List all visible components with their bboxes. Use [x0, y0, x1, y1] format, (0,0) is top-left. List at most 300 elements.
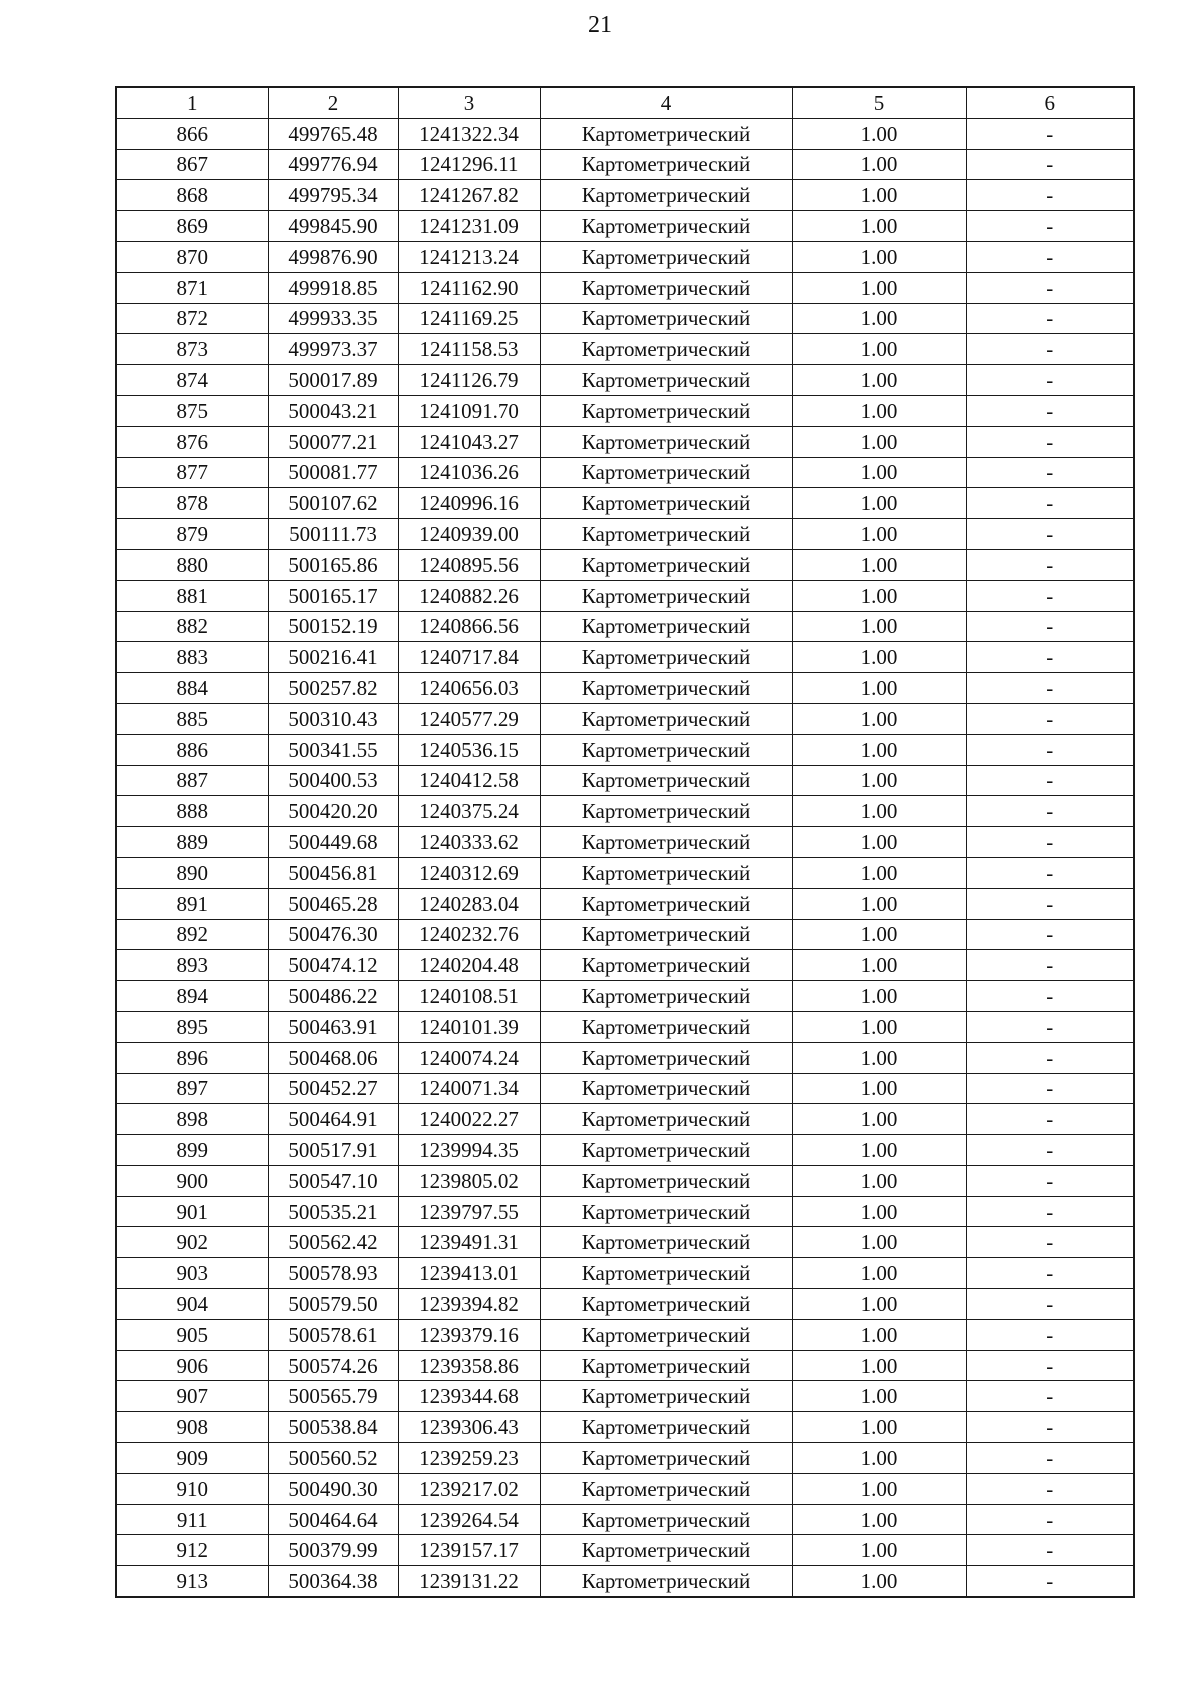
- table-row: [116, 395, 1134, 426]
- table-row: [116, 1350, 1134, 1381]
- x-coordinate-cell: 500449.68: [268, 827, 398, 858]
- point-number-cell: 909: [116, 1443, 268, 1474]
- x-coordinate-cell: 500379.99: [268, 1535, 398, 1566]
- y-coordinate-cell: 1240101.39: [398, 1011, 540, 1042]
- method-cell: Картометрический: [540, 426, 792, 457]
- y-coordinate-cell: 1241322.34: [398, 118, 540, 149]
- method-cell: Картометрический: [540, 1504, 792, 1535]
- x-coordinate-cell: 500560.52: [268, 1443, 398, 1474]
- y-coordinate-cell: 1240333.62: [398, 827, 540, 858]
- description-cell: -: [966, 519, 1134, 550]
- point-number-cell: 887: [116, 765, 268, 796]
- x-coordinate-cell: 499918.85: [268, 272, 398, 303]
- table-row: [116, 272, 1134, 303]
- accuracy-cell: 1.00: [792, 642, 966, 673]
- x-coordinate-cell: 500081.77: [268, 457, 398, 488]
- accuracy-cell: 1.00: [792, 888, 966, 919]
- x-coordinate-cell: 500216.41: [268, 642, 398, 673]
- point-number-cell: 902: [116, 1227, 268, 1258]
- description-cell: -: [966, 1319, 1134, 1350]
- x-coordinate-cell: 500538.84: [268, 1412, 398, 1443]
- method-cell: Картометрический: [540, 1381, 792, 1412]
- y-coordinate-cell: 1239994.35: [398, 1135, 540, 1166]
- point-number-cell: 884: [116, 673, 268, 704]
- y-coordinate-cell: 1240375.24: [398, 796, 540, 827]
- accuracy-cell: 1.00: [792, 734, 966, 765]
- description-cell: -: [966, 272, 1134, 303]
- y-coordinate-cell: 1240074.24: [398, 1042, 540, 1073]
- table-row: [116, 1227, 1134, 1258]
- table-row: [116, 580, 1134, 611]
- x-coordinate-cell: 500574.26: [268, 1350, 398, 1381]
- y-coordinate-cell: 1241231.09: [398, 211, 540, 242]
- description-cell: -: [966, 334, 1134, 365]
- table-row: [116, 765, 1134, 796]
- table-row: [116, 365, 1134, 396]
- y-coordinate-cell: 1240895.56: [398, 549, 540, 580]
- x-coordinate-cell: 499765.48: [268, 118, 398, 149]
- x-coordinate-cell: 500464.91: [268, 1104, 398, 1135]
- x-coordinate-cell: 500490.30: [268, 1473, 398, 1504]
- accuracy-cell: 1.00: [792, 334, 966, 365]
- point-number-cell: 899: [116, 1135, 268, 1166]
- point-number-cell: 890: [116, 857, 268, 888]
- point-number-cell: 886: [116, 734, 268, 765]
- table-body: [116, 118, 1134, 1597]
- x-coordinate-cell: 500565.79: [268, 1381, 398, 1412]
- description-cell: -: [966, 1104, 1134, 1135]
- method-cell: Картометрический: [540, 981, 792, 1012]
- x-coordinate-cell: 500107.62: [268, 488, 398, 519]
- y-coordinate-cell: 1240204.48: [398, 950, 540, 981]
- description-cell: -: [966, 1258, 1134, 1289]
- description-cell: -: [966, 1227, 1134, 1258]
- table-row: [116, 1381, 1134, 1412]
- point-number-cell: 903: [116, 1258, 268, 1289]
- table-row: [116, 703, 1134, 734]
- description-cell: -: [966, 118, 1134, 149]
- point-number-cell: 905: [116, 1319, 268, 1350]
- table-row: [116, 488, 1134, 519]
- x-coordinate-cell: 499876.90: [268, 241, 398, 272]
- method-cell: Картометрический: [540, 1073, 792, 1104]
- point-number-cell: 885: [116, 703, 268, 734]
- accuracy-cell: 1.00: [792, 919, 966, 950]
- x-coordinate-cell: 500547.10: [268, 1165, 398, 1196]
- point-number-cell: 879: [116, 519, 268, 550]
- y-coordinate-cell: 1240882.26: [398, 580, 540, 611]
- method-cell: Картометрический: [540, 1535, 792, 1566]
- method-cell: Картометрический: [540, 765, 792, 796]
- description-cell: -: [966, 734, 1134, 765]
- point-number-cell: 889: [116, 827, 268, 858]
- method-cell: Картометрический: [540, 1135, 792, 1166]
- y-coordinate-cell: 1241036.26: [398, 457, 540, 488]
- y-coordinate-cell: 1240232.76: [398, 919, 540, 950]
- accuracy-cell: 1.00: [792, 457, 966, 488]
- accuracy-cell: 1.00: [792, 611, 966, 642]
- x-coordinate-cell: 500043.21: [268, 395, 398, 426]
- point-number-cell: 908: [116, 1412, 268, 1443]
- table-row: [116, 827, 1134, 858]
- description-cell: -: [966, 395, 1134, 426]
- description-cell: -: [966, 765, 1134, 796]
- point-number-cell: 873: [116, 334, 268, 365]
- y-coordinate-cell: 1240866.56: [398, 611, 540, 642]
- table-row: [116, 1473, 1134, 1504]
- accuracy-cell: 1.00: [792, 1135, 966, 1166]
- table-row: [116, 919, 1134, 950]
- table-row: [116, 1196, 1134, 1227]
- method-cell: Картометрический: [540, 272, 792, 303]
- point-number-cell: 901: [116, 1196, 268, 1227]
- accuracy-cell: 1.00: [792, 580, 966, 611]
- description-cell: -: [966, 1196, 1134, 1227]
- y-coordinate-cell: 1239413.01: [398, 1258, 540, 1289]
- method-cell: Картометрический: [540, 1227, 792, 1258]
- description-cell: -: [966, 703, 1134, 734]
- table-row: [116, 888, 1134, 919]
- y-coordinate-cell: 1241126.79: [398, 365, 540, 396]
- method-cell: Картометрический: [540, 673, 792, 704]
- accuracy-cell: 1.00: [792, 857, 966, 888]
- x-coordinate-cell: 500468.06: [268, 1042, 398, 1073]
- accuracy-cell: 1.00: [792, 765, 966, 796]
- accuracy-cell: 1.00: [792, 395, 966, 426]
- description-cell: -: [966, 457, 1134, 488]
- y-coordinate-cell: 1240283.04: [398, 888, 540, 919]
- point-number-cell: 904: [116, 1289, 268, 1320]
- x-coordinate-cell: 500165.86: [268, 549, 398, 580]
- point-number-cell: 878: [116, 488, 268, 519]
- accuracy-cell: 1.00: [792, 1381, 966, 1412]
- x-coordinate-cell: 500562.42: [268, 1227, 398, 1258]
- description-cell: -: [966, 303, 1134, 334]
- method-cell: Картометрический: [540, 488, 792, 519]
- method-cell: Картометрический: [540, 1412, 792, 1443]
- point-number-cell: 913: [116, 1566, 268, 1597]
- x-coordinate-cell: 500111.73: [268, 519, 398, 550]
- point-number-cell: 897: [116, 1073, 268, 1104]
- point-number-cell: 871: [116, 272, 268, 303]
- method-cell: Картометрический: [540, 1473, 792, 1504]
- point-number-cell: 894: [116, 981, 268, 1012]
- table-row: [116, 303, 1134, 334]
- x-coordinate-cell: 500456.81: [268, 857, 398, 888]
- y-coordinate-cell: 1239394.82: [398, 1289, 540, 1320]
- accuracy-cell: 1.00: [792, 796, 966, 827]
- table-row: [116, 1165, 1134, 1196]
- description-cell: -: [966, 611, 1134, 642]
- accuracy-cell: 1.00: [792, 549, 966, 580]
- x-coordinate-cell: 500463.91: [268, 1011, 398, 1042]
- method-cell: Картометрический: [540, 827, 792, 858]
- table-row: [116, 211, 1134, 242]
- description-cell: -: [966, 488, 1134, 519]
- y-coordinate-cell: 1241213.24: [398, 241, 540, 272]
- table-row: [116, 549, 1134, 580]
- method-cell: Картометрический: [540, 950, 792, 981]
- description-cell: -: [966, 673, 1134, 704]
- x-coordinate-cell: 500535.21: [268, 1196, 398, 1227]
- x-coordinate-cell: 500465.28: [268, 888, 398, 919]
- table-row: [116, 1504, 1134, 1535]
- point-number-cell: 877: [116, 457, 268, 488]
- accuracy-cell: 1.00: [792, 827, 966, 858]
- table-row: [116, 1011, 1134, 1042]
- description-cell: -: [966, 1535, 1134, 1566]
- accuracy-cell: 1.00: [792, 1227, 966, 1258]
- y-coordinate-cell: 1241162.90: [398, 272, 540, 303]
- method-cell: Картометрический: [540, 549, 792, 580]
- point-number-cell: 868: [116, 180, 268, 211]
- description-cell: -: [966, 580, 1134, 611]
- table-row: [116, 1289, 1134, 1320]
- method-cell: Картометрический: [540, 1165, 792, 1196]
- point-number-cell: 888: [116, 796, 268, 827]
- description-cell: -: [966, 241, 1134, 272]
- description-cell: -: [966, 950, 1134, 981]
- method-cell: Картометрический: [540, 703, 792, 734]
- y-coordinate-cell: 1240412.58: [398, 765, 540, 796]
- point-number-cell: 892: [116, 919, 268, 950]
- description-cell: -: [966, 888, 1134, 919]
- y-coordinate-cell: 1239157.17: [398, 1535, 540, 1566]
- method-cell: Картометрический: [540, 1196, 792, 1227]
- point-number-cell: 880: [116, 549, 268, 580]
- method-cell: Картометрический: [540, 241, 792, 272]
- point-number-cell: 875: [116, 395, 268, 426]
- accuracy-cell: 1.00: [792, 1319, 966, 1350]
- y-coordinate-cell: 1240656.03: [398, 673, 540, 704]
- x-coordinate-cell: 500578.93: [268, 1258, 398, 1289]
- table-row: [116, 519, 1134, 550]
- description-cell: -: [966, 1566, 1134, 1597]
- method-cell: Картометрический: [540, 919, 792, 950]
- method-cell: Картометрический: [540, 303, 792, 334]
- accuracy-cell: 1.00: [792, 1196, 966, 1227]
- method-cell: Картометрический: [540, 1011, 792, 1042]
- x-coordinate-cell: 499795.34: [268, 180, 398, 211]
- table-row: [116, 857, 1134, 888]
- header-col-4: 4: [540, 87, 792, 118]
- table-row: [116, 1443, 1134, 1474]
- accuracy-cell: 1.00: [792, 1535, 966, 1566]
- description-cell: -: [966, 365, 1134, 396]
- accuracy-cell: 1.00: [792, 365, 966, 396]
- accuracy-cell: 1.00: [792, 1104, 966, 1135]
- y-coordinate-cell: 1241091.70: [398, 395, 540, 426]
- table-row: [116, 1104, 1134, 1135]
- page-number: 21: [588, 12, 612, 38]
- accuracy-cell: 1.00: [792, 673, 966, 704]
- accuracy-cell: 1.00: [792, 1042, 966, 1073]
- method-cell: Картометрический: [540, 611, 792, 642]
- description-cell: -: [966, 180, 1134, 211]
- table-row: [116, 1073, 1134, 1104]
- accuracy-cell: 1.00: [792, 519, 966, 550]
- method-cell: Картометрический: [540, 519, 792, 550]
- description-cell: -: [966, 1011, 1134, 1042]
- point-number-cell: 906: [116, 1350, 268, 1381]
- point-number-cell: 907: [116, 1381, 268, 1412]
- table-row: [116, 611, 1134, 642]
- method-cell: Картометрический: [540, 180, 792, 211]
- point-number-cell: 866: [116, 118, 268, 149]
- table-row: [116, 1135, 1134, 1166]
- method-cell: Картометрический: [540, 1350, 792, 1381]
- accuracy-cell: 1.00: [792, 1258, 966, 1289]
- method-cell: Картометрический: [540, 1319, 792, 1350]
- description-cell: -: [966, 1042, 1134, 1073]
- x-coordinate-cell: 500364.38: [268, 1566, 398, 1597]
- point-number-cell: 891: [116, 888, 268, 919]
- header-col-3: 3: [398, 87, 540, 118]
- accuracy-cell: 1.00: [792, 1011, 966, 1042]
- accuracy-cell: 1.00: [792, 1504, 966, 1535]
- y-coordinate-cell: 1239217.02: [398, 1473, 540, 1504]
- table-row: [116, 796, 1134, 827]
- point-number-cell: 882: [116, 611, 268, 642]
- description-cell: -: [966, 1412, 1134, 1443]
- point-number-cell: 898: [116, 1104, 268, 1135]
- accuracy-cell: 1.00: [792, 1289, 966, 1320]
- y-coordinate-cell: 1240108.51: [398, 981, 540, 1012]
- table-row: [116, 149, 1134, 180]
- description-cell: -: [966, 211, 1134, 242]
- accuracy-cell: 1.00: [792, 241, 966, 272]
- method-cell: Картометрический: [540, 642, 792, 673]
- description-cell: -: [966, 642, 1134, 673]
- x-coordinate-cell: 500257.82: [268, 673, 398, 704]
- point-number-cell: 912: [116, 1535, 268, 1566]
- description-cell: -: [966, 1073, 1134, 1104]
- y-coordinate-cell: 1241158.53: [398, 334, 540, 365]
- accuracy-cell: 1.00: [792, 950, 966, 981]
- description-cell: -: [966, 1135, 1134, 1166]
- accuracy-cell: 1.00: [792, 211, 966, 242]
- accuracy-cell: 1.00: [792, 426, 966, 457]
- y-coordinate-cell: 1239264.54: [398, 1504, 540, 1535]
- x-coordinate-cell: 500452.27: [268, 1073, 398, 1104]
- description-cell: -: [966, 149, 1134, 180]
- method-cell: Картометрический: [540, 734, 792, 765]
- method-cell: Картометрический: [540, 118, 792, 149]
- table-row: [116, 1042, 1134, 1073]
- header-col-2: 2: [268, 87, 398, 118]
- x-coordinate-cell: 500420.20: [268, 796, 398, 827]
- description-cell: -: [966, 1165, 1134, 1196]
- method-cell: Картометрический: [540, 796, 792, 827]
- description-cell: -: [966, 1350, 1134, 1381]
- point-number-cell: 896: [116, 1042, 268, 1073]
- y-coordinate-cell: 1240536.15: [398, 734, 540, 765]
- y-coordinate-cell: 1240577.29: [398, 703, 540, 734]
- description-cell: -: [966, 549, 1134, 580]
- x-coordinate-cell: 500464.64: [268, 1504, 398, 1535]
- table-row: [116, 426, 1134, 457]
- method-cell: Картометрический: [540, 211, 792, 242]
- x-coordinate-cell: 499845.90: [268, 211, 398, 242]
- accuracy-cell: 1.00: [792, 1473, 966, 1504]
- x-coordinate-cell: 500341.55: [268, 734, 398, 765]
- x-coordinate-cell: 499776.94: [268, 149, 398, 180]
- point-number-cell: 869: [116, 211, 268, 242]
- method-cell: Картометрический: [540, 857, 792, 888]
- accuracy-cell: 1.00: [792, 118, 966, 149]
- point-number-cell: 876: [116, 426, 268, 457]
- description-cell: -: [966, 827, 1134, 858]
- accuracy-cell: 1.00: [792, 1073, 966, 1104]
- description-cell: -: [966, 1381, 1134, 1412]
- accuracy-cell: 1.00: [792, 1566, 966, 1597]
- point-number-cell: 900: [116, 1165, 268, 1196]
- method-cell: Картометрический: [540, 580, 792, 611]
- method-cell: Картометрический: [540, 1042, 792, 1073]
- table-header-row: [116, 87, 1134, 118]
- accuracy-cell: 1.00: [792, 488, 966, 519]
- y-coordinate-cell: 1239379.16: [398, 1319, 540, 1350]
- method-cell: Картометрический: [540, 334, 792, 365]
- x-coordinate-cell: 500077.21: [268, 426, 398, 457]
- y-coordinate-cell: 1239306.43: [398, 1412, 540, 1443]
- coordinates-table: [115, 86, 1135, 1598]
- y-coordinate-cell: 1240996.16: [398, 488, 540, 519]
- method-cell: Картометрический: [540, 365, 792, 396]
- y-coordinate-cell: 1239259.23: [398, 1443, 540, 1474]
- method-cell: Картометрический: [540, 888, 792, 919]
- description-cell: -: [966, 1443, 1134, 1474]
- x-coordinate-cell: 499933.35: [268, 303, 398, 334]
- y-coordinate-cell: 1239131.22: [398, 1566, 540, 1597]
- x-coordinate-cell: 500310.43: [268, 703, 398, 734]
- y-coordinate-cell: 1239797.55: [398, 1196, 540, 1227]
- method-cell: Картометрический: [540, 395, 792, 426]
- method-cell: Картометрический: [540, 1104, 792, 1135]
- table-row: [116, 1566, 1134, 1597]
- description-cell: -: [966, 857, 1134, 888]
- accuracy-cell: 1.00: [792, 1443, 966, 1474]
- accuracy-cell: 1.00: [792, 981, 966, 1012]
- y-coordinate-cell: 1240312.69: [398, 857, 540, 888]
- header-col-6: 6: [966, 87, 1134, 118]
- description-cell: -: [966, 426, 1134, 457]
- x-coordinate-cell: 500579.50: [268, 1289, 398, 1320]
- description-cell: -: [966, 981, 1134, 1012]
- y-coordinate-cell: 1240717.84: [398, 642, 540, 673]
- x-coordinate-cell: 500476.30: [268, 919, 398, 950]
- table-row: [116, 241, 1134, 272]
- accuracy-cell: 1.00: [792, 149, 966, 180]
- table-row: [116, 1258, 1134, 1289]
- y-coordinate-cell: 1241267.82: [398, 180, 540, 211]
- description-cell: -: [966, 1473, 1134, 1504]
- x-coordinate-cell: 500400.53: [268, 765, 398, 796]
- y-coordinate-cell: 1241169.25: [398, 303, 540, 334]
- table-row: [116, 118, 1134, 149]
- point-number-cell: 910: [116, 1473, 268, 1504]
- y-coordinate-cell: 1239344.68: [398, 1381, 540, 1412]
- y-coordinate-cell: 1241296.11: [398, 149, 540, 180]
- y-coordinate-cell: 1241043.27: [398, 426, 540, 457]
- y-coordinate-cell: 1240939.00: [398, 519, 540, 550]
- table-row: [116, 334, 1134, 365]
- description-cell: -: [966, 1504, 1134, 1535]
- point-number-cell: 872: [116, 303, 268, 334]
- table-row: [116, 1535, 1134, 1566]
- point-number-cell: 911: [116, 1504, 268, 1535]
- accuracy-cell: 1.00: [792, 272, 966, 303]
